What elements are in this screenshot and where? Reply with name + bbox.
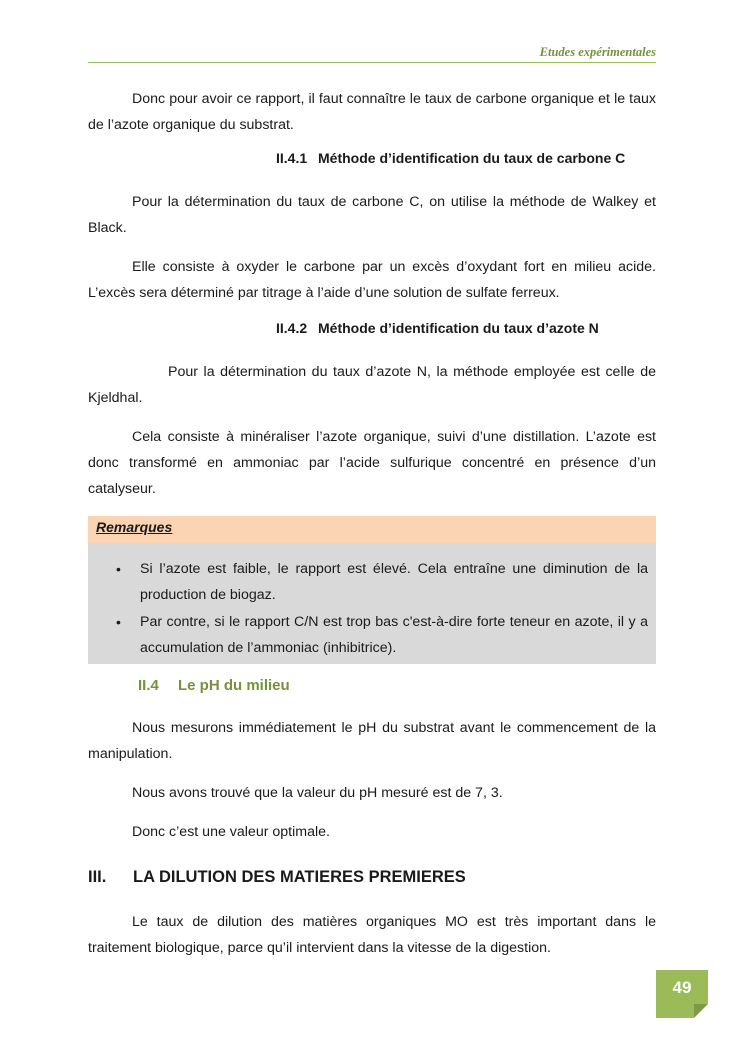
azote-paragraph-2-block (88, 424, 656, 502)
ph-paragraph-3: Donc c’est une valeur optimale. (132, 824, 330, 840)
remarks-item-text: Si l’azote est faible, le rapport est élevé. Cela entraîne une diminution de la production de biogaz. (140, 561, 648, 603)
azote-paragraph-1-block (88, 359, 656, 411)
remarks-list-item (88, 609, 648, 661)
remarks-list-item (88, 556, 648, 608)
dilution-paragraph-block (88, 909, 656, 961)
remarks-box (88, 516, 656, 664)
ph-paragraph-1-block (88, 715, 656, 767)
bullet-icon: • (116, 614, 121, 630)
ph-paragraph-2-block (88, 780, 656, 806)
section-title: Le pH du milieu (178, 677, 290, 694)
section-heading-ph (138, 677, 656, 694)
ph-paragraph-2: Nous avons trouvé que la valeur du pH mesuré est de 7, 3. (132, 785, 503, 801)
carbon-paragraph-2-block (88, 254, 656, 306)
dilution-paragraph: Le taux de dilution des matières organiques MO est très important dans le traitement biologique, parce qu’il intervient dans la vitesse de la digestion. (88, 914, 656, 956)
ph-paragraph-3-block (88, 819, 656, 845)
section-number: III. (88, 868, 107, 886)
azote-paragraph-2: Cela consiste à minéraliser l’azote organique, suivi d’une distillation. L’azote est donc transformé en ammoniac par l’acide sulfurique concentré en présence d’un catalyseur. (88, 429, 656, 497)
section-number: II.4 (138, 677, 159, 694)
subsection-number: II.4.2 (276, 320, 308, 336)
carbon-paragraph-2: Elle consiste à oxyder le carbone par un excès d’oxydant fort en milieu acide. L’excès sera déterminé par titrage à l’aide d’une solution de sulfate ferreux. (88, 259, 656, 301)
subsection-heading-carbon (276, 150, 656, 166)
remarks-list (88, 556, 648, 662)
remarks-title: Remarques (88, 516, 656, 543)
carbon-paragraph-1: Pour la détermination du taux de carbone C, on utilise la méthode de Walkey et Black. (88, 194, 656, 236)
running-header (88, 44, 656, 63)
azote-paragraph-1: Pour la détermination du taux d’azote N, la méthode employée est celle de Kjeldhal. (88, 364, 656, 406)
carbon-paragraph-1-block (88, 189, 656, 241)
intro-paragraph: Donc pour avoir ce rapport, il faut connaître le taux de carbone organique et le taux de l’azote organique du substrat. (88, 91, 656, 133)
section-heading-dilution (88, 868, 656, 887)
subsection-heading-azote (276, 320, 656, 336)
subsection-title: Méthode d’identification du taux d’azote N (318, 320, 599, 336)
remarks-item-text: Par contre, si le rapport C/N est trop bas c'est-à-dire forte teneur en azote, il y a accumulation de l’ammoniac (inhibitrice). (140, 614, 648, 656)
intro-paragraph-block (88, 86, 656, 138)
header-title: Etudes expérimentales (539, 45, 656, 59)
page-number: 49 (672, 978, 692, 997)
section-title: LA DILUTION DES MATIERES PREMIERES (133, 868, 466, 886)
page-fold-icon (694, 1004, 708, 1018)
bullet-icon: • (116, 561, 121, 577)
page-number-badge (656, 970, 708, 1018)
subsection-number: II.4.1 (276, 150, 308, 166)
ph-paragraph-1: Nous mesurons immédiatement le pH du substrat avant le commencement de la manipulation. (88, 720, 656, 762)
subsection-title: Méthode d’identification du taux de carbone C (318, 150, 626, 166)
